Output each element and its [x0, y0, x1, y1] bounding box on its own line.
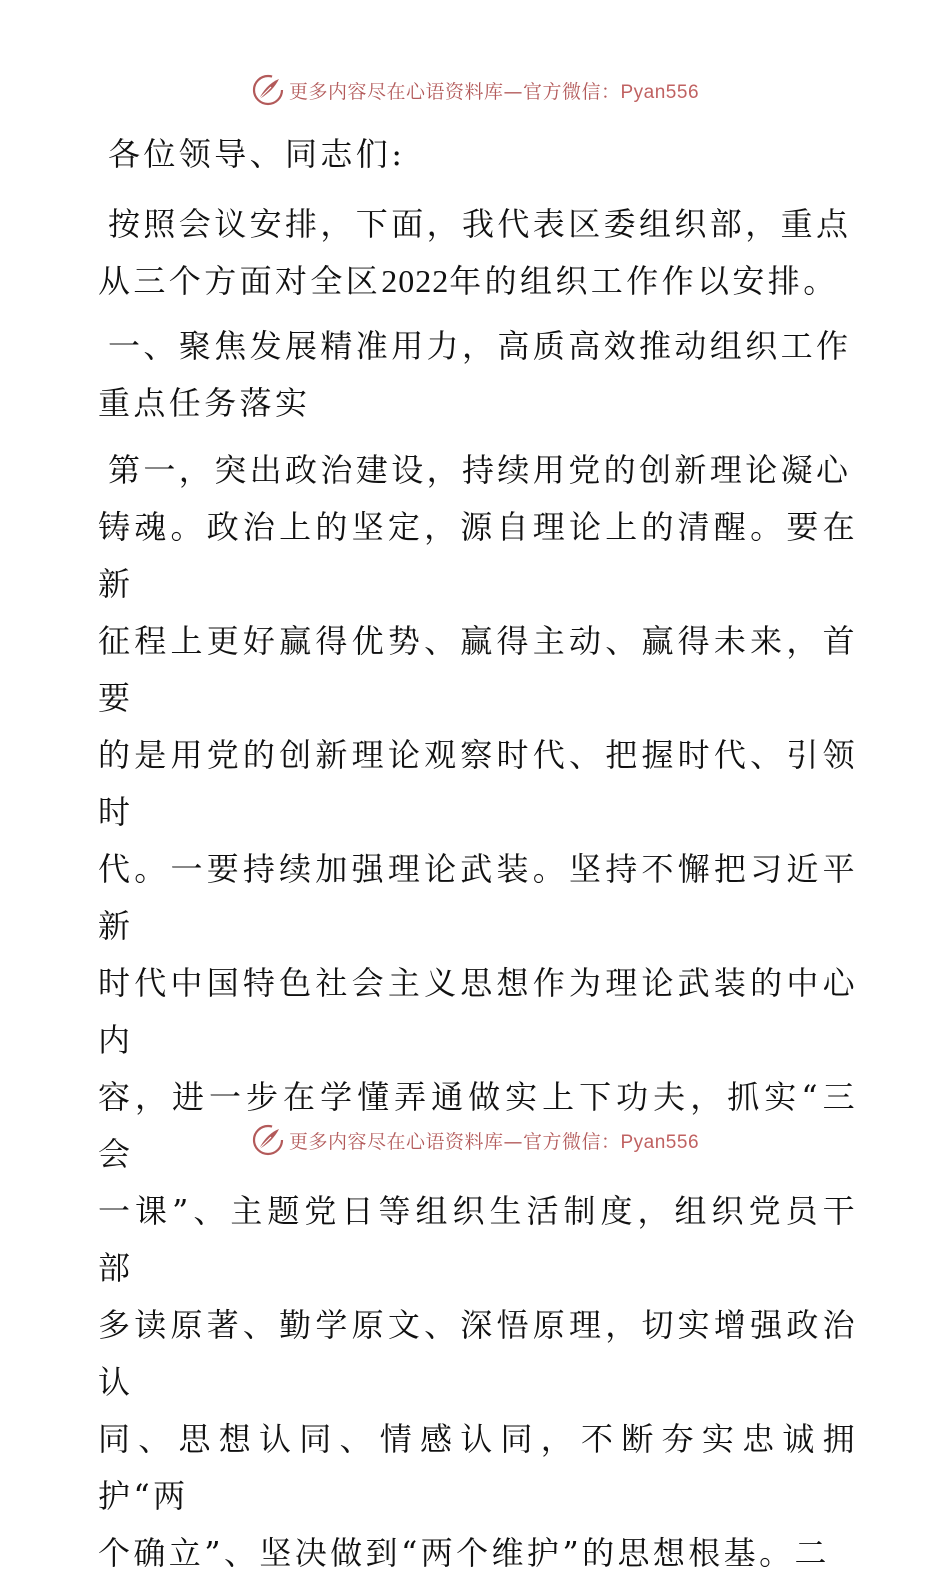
section-1-line: 一课”、主题党日等组织生活制度，组织党员干部: [98, 1192, 858, 1287]
watermark-main-text: 更多内容尽在心语资料库: [288, 80, 504, 103]
watermark-wechat-id: Pyan556: [620, 1131, 700, 1153]
section-1-line: 铸魂。政治上的坚定，源自理论上的清醒。要在新: [98, 508, 858, 603]
section-1-line: 多读原著、勤学原文、深悟原理，切实增强政治认: [98, 1306, 858, 1401]
watermark-text: [289, 77, 699, 104]
heading-1-line-1: 一、聚焦发展精准用力，高质高效推动组织工作: [108, 327, 852, 365]
watermark-text: [289, 1127, 699, 1154]
feather-pen-logo-icon: [251, 73, 285, 107]
section-heading-1: [98, 318, 858, 432]
section-1-line: 时代中国特色社会主义思想作为理论武装的中心内: [98, 964, 858, 1059]
section-1-line: 征程上更好赢得优势、赢得主动、赢得未来，首要: [98, 622, 858, 717]
watermark-separator: —: [503, 1130, 523, 1153]
watermark-wechat-label: 官方微信：: [522, 80, 621, 103]
heading-1-line-2: 重点任务落实: [98, 384, 311, 422]
greeting: 各位领导、同志们:: [108, 135, 406, 173]
intro-paragraph: [98, 196, 858, 310]
watermark-wechat-label: 官方微信：: [522, 1130, 621, 1153]
section-1-line: 第一，突出政治建设，持续用党的创新理论凝心: [108, 451, 852, 489]
section-1-line: 代。一要持续加强理论武装。坚持不懈把习近平新: [98, 850, 858, 945]
watermark-separator: —: [503, 80, 523, 103]
section-1-line: 的是用党的创新理论观察时代、把握时代、引领时: [98, 736, 858, 831]
intro-line-2: [98, 253, 858, 310]
intro-year: 2022: [381, 263, 450, 299]
intro-line-2-pre: 从三个方面对全区: [98, 262, 382, 300]
feather-pen-logo-icon: [251, 1123, 285, 1157]
footer-watermark-banner: [0, 1120, 950, 1160]
intro-line-1: 按照会议安排，下面，我代表区委组织部，重点: [108, 205, 852, 243]
section-1-line: 容，进一步在学懂弄通做实上下功夫，抓实“三会: [98, 1078, 858, 1173]
section-1-line: 同、思想认同、情感认同，不断夯实忠诚拥护“两: [98, 1420, 858, 1515]
section-1-line: 个确立”、坚决做到“两个维护”的思想根基。二: [98, 1534, 830, 1572]
intro-line-2-post: 年的组织工作作以安排。: [449, 262, 839, 300]
watermark-main-text: 更多内容尽在心语资料库: [288, 1130, 504, 1153]
document-body: [98, 126, 858, 1582]
section-1-paragraph: [98, 442, 858, 1582]
watermark-wechat-id: Pyan556: [620, 81, 700, 103]
header-watermark-banner: [0, 70, 950, 110]
